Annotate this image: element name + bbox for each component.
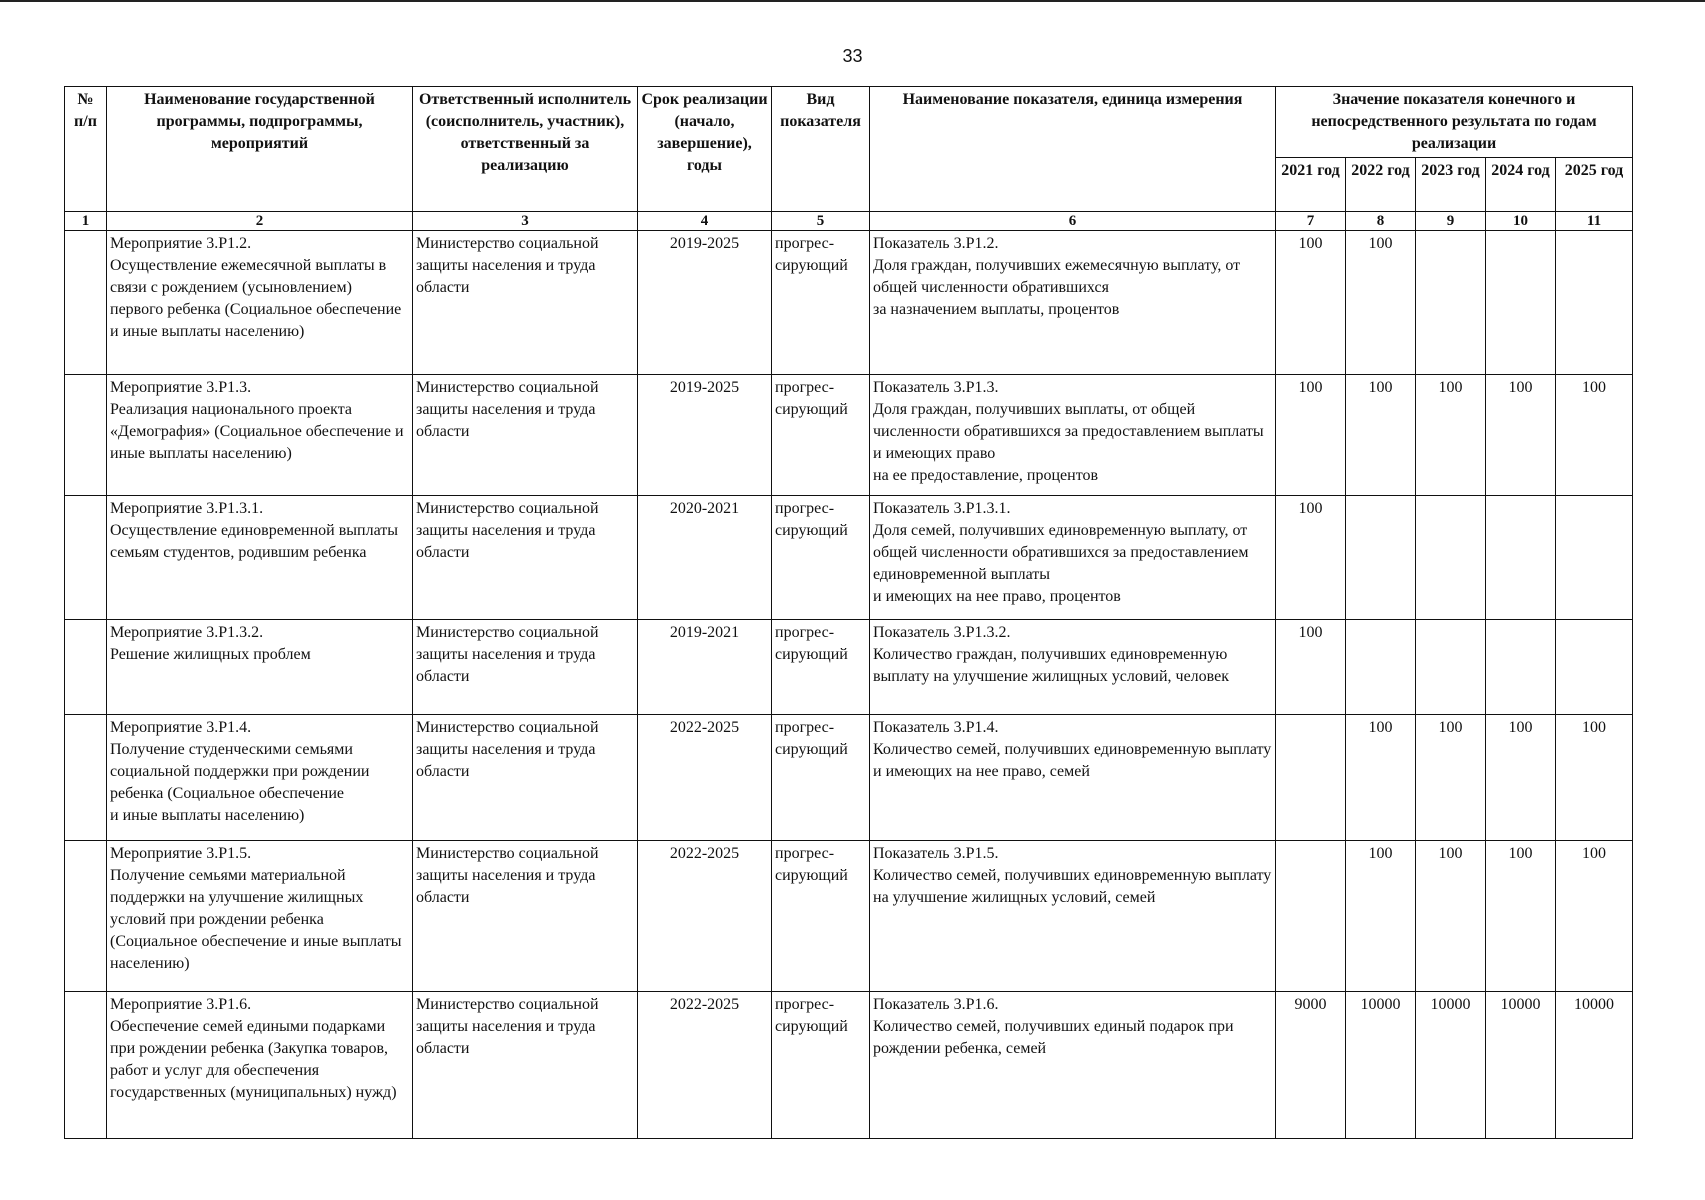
row-value-cell xyxy=(1486,231,1556,375)
row-indicator-cell: Показатель 3.Р1.3. Доля граждан, получивших выплаты, от общей численности обратившихся за предоставлением выплаты и имеющих право на ее предоставление, процентов xyxy=(870,375,1276,496)
row-term-cell: 2022-2025 xyxy=(638,992,772,1139)
row-value-cell: 100 xyxy=(1416,715,1486,841)
row-num-cell xyxy=(65,715,107,841)
row-kind-cell: прогрес- сирующий xyxy=(772,841,870,992)
header-year: 2021 год xyxy=(1276,158,1346,212)
header-year: 2022 год xyxy=(1346,158,1416,212)
header-year: 2024 год xyxy=(1486,158,1556,212)
row-indicator-cell: Показатель 3.Р1.3.2. Количество граждан, получивших единовременную выплату на улучшение жилищных условий, человек xyxy=(870,620,1276,715)
header-name: Наименование государственной программы, подпрограммы, мероприятий xyxy=(107,87,413,212)
table-row xyxy=(65,620,1633,715)
row-value-cell: 10000 xyxy=(1416,992,1486,1139)
row-value-cell: 100 xyxy=(1276,620,1346,715)
row-indicator-cell: Показатель 3.Р1.2. Доля граждан, получивших ежемесячную выплату, от общей численности обратившихся за назначением выплаты, процентов xyxy=(870,231,1276,375)
row-num-cell xyxy=(65,992,107,1139)
row-value-cell: 100 xyxy=(1346,715,1416,841)
row-value-cell xyxy=(1276,841,1346,992)
row-kind-cell: прогрес- сирующий xyxy=(772,375,870,496)
table-row xyxy=(65,375,1633,496)
row-num-cell xyxy=(65,841,107,992)
row-value-cell xyxy=(1276,715,1346,841)
row-num-cell xyxy=(65,375,107,496)
header-year: 2023 год xyxy=(1416,158,1486,212)
row-indicator-cell: Показатель 3.Р1.4. Количество семей, получивших единовременную выплату и имеющих на нее право, семей xyxy=(870,715,1276,841)
row-value-cell xyxy=(1346,496,1416,620)
row-indicator-cell: Показатель 3.Р1.5. Количество семей, получивших единовременную выплату на улучшение жилищных условий, семей xyxy=(870,841,1276,992)
header-indicator: Наименование показателя, единица измерения xyxy=(870,87,1276,212)
row-value-cell: 100 xyxy=(1416,375,1486,496)
indicator-table xyxy=(64,86,1633,1139)
column-number-row xyxy=(65,212,1633,231)
row-executor-cell: Министерство социальной защиты населения и труда области xyxy=(413,841,638,992)
row-executor-cell: Министерство социальной защиты населения и труда области xyxy=(413,992,638,1139)
row-num-cell xyxy=(65,496,107,620)
header-num: № п/п xyxy=(65,87,107,212)
row-value-cell: 100 xyxy=(1346,231,1416,375)
column-number: 2 xyxy=(107,212,413,231)
table-row xyxy=(65,992,1633,1139)
row-kind-cell: прогрес- сирующий xyxy=(772,992,870,1139)
column-number: 1 xyxy=(65,212,107,231)
row-value-cell xyxy=(1556,231,1633,375)
row-term-cell: 2020-2021 xyxy=(638,496,772,620)
row-value-cell: 100 xyxy=(1416,841,1486,992)
row-executor-cell: Министерство социальной защиты населения и труда области xyxy=(413,620,638,715)
row-kind-cell: прогрес- сирующий xyxy=(772,496,870,620)
row-value-cell xyxy=(1416,231,1486,375)
header-year: 2025 год xyxy=(1556,158,1633,212)
row-value-cell: 100 xyxy=(1346,375,1416,496)
header-executor: Ответственный исполнитель (соисполнитель, участник), ответственный за реализацию xyxy=(413,87,638,212)
table-row xyxy=(65,231,1633,375)
row-value-cell xyxy=(1556,496,1633,620)
row-value-cell: 100 xyxy=(1486,715,1556,841)
row-num-cell xyxy=(65,231,107,375)
row-kind-cell: прогрес- сирующий xyxy=(772,231,870,375)
row-value-cell xyxy=(1486,496,1556,620)
row-term-cell: 2019-2025 xyxy=(638,375,772,496)
row-value-cell: 100 xyxy=(1486,375,1556,496)
row-value-cell: 10000 xyxy=(1556,992,1633,1139)
row-value-cell: 100 xyxy=(1276,231,1346,375)
row-value-cell: 100 xyxy=(1556,375,1633,496)
row-term-cell: 2019-2025 xyxy=(638,231,772,375)
column-number: 10 xyxy=(1486,212,1556,231)
row-value-cell: 10000 xyxy=(1486,992,1556,1139)
row-value-cell: 100 xyxy=(1346,841,1416,992)
page-number: 33 xyxy=(842,46,863,66)
row-term-cell: 2022-2025 xyxy=(638,841,772,992)
row-value-cell: 100 xyxy=(1556,841,1633,992)
header-values-group: Значение показателя конечного и непосредственного результата по годам реализации xyxy=(1276,87,1633,158)
header-kind: Вид показателя xyxy=(772,87,870,212)
row-term-cell: 2022-2025 xyxy=(638,715,772,841)
table-row xyxy=(65,841,1633,992)
column-number: 9 xyxy=(1416,212,1486,231)
row-term-cell: 2019-2021 xyxy=(638,620,772,715)
header-term: Срок реализации (начало, завершение), годы xyxy=(638,87,772,212)
row-executor-cell: Министерство социальной защиты населения и труда области xyxy=(413,231,638,375)
row-name-cell: Мероприятие 3.Р1.4. Получение студенческими семьями социальной поддержки при рождении ребенка (Социальное обеспечение и иные выплаты населению) xyxy=(107,715,413,841)
column-number: 8 xyxy=(1346,212,1416,231)
row-name-cell: Мероприятие 3.Р1.3.2. Решение жилищных проблем xyxy=(107,620,413,715)
top-edge-line xyxy=(0,0,1705,5)
row-executor-cell: Министерство социальной защиты населения и труда области xyxy=(413,375,638,496)
row-value-cell: 100 xyxy=(1556,715,1633,841)
column-number: 4 xyxy=(638,212,772,231)
row-indicator-cell: Показатель 3.Р1.3.1. Доля семей, получивших единовременную выплату, от общей численности обратившихся за предоставлением единовременной выплаты и имеющих на нее право, процентов xyxy=(870,496,1276,620)
row-value-cell: 100 xyxy=(1486,841,1556,992)
row-name-cell: Мероприятие 3.Р1.2. Осуществление ежемесячной выплаты в связи с рождением (усыновлением) первого ребенка (Социальное обеспечение и иные выплаты населению) xyxy=(107,231,413,375)
row-kind-cell: прогрес- сирующий xyxy=(772,715,870,841)
column-number: 3 xyxy=(413,212,638,231)
table-row xyxy=(65,715,1633,841)
row-value-cell xyxy=(1416,496,1486,620)
row-value-cell: 9000 xyxy=(1276,992,1346,1139)
row-value-cell xyxy=(1346,620,1416,715)
row-value-cell xyxy=(1486,620,1556,715)
row-num-cell xyxy=(65,620,107,715)
column-number: 5 xyxy=(772,212,870,231)
row-executor-cell: Министерство социальной защиты населения и труда области xyxy=(413,715,638,841)
row-name-cell: Мероприятие 3.Р1.3.1. Осуществление единовременной выплаты семьям студентов, родившим ребенка xyxy=(107,496,413,620)
column-number: 7 xyxy=(1276,212,1346,231)
row-value-cell: 100 xyxy=(1276,375,1346,496)
row-value-cell xyxy=(1556,620,1633,715)
row-name-cell: Мероприятие 3.Р1.6. Обеспечение семей едиными подарками при рождении ребенка (Закупка товаров, работ и услуг для обеспечения государственных (муниципальных) нужд) xyxy=(107,992,413,1139)
row-value-cell: 10000 xyxy=(1346,992,1416,1139)
column-number: 11 xyxy=(1556,212,1633,231)
row-executor-cell: Министерство социальной защиты населения и труда области xyxy=(413,496,638,620)
table-row xyxy=(65,496,1633,620)
row-value-cell: 100 xyxy=(1276,496,1346,620)
row-indicator-cell: Показатель 3.Р1.6. Количество семей, получивших единый подарок при рождении ребенка, семей xyxy=(870,992,1276,1139)
column-number: 6 xyxy=(870,212,1276,231)
row-kind-cell: прогрес- сирующий xyxy=(772,620,870,715)
row-value-cell xyxy=(1416,620,1486,715)
row-name-cell: Мероприятие 3.Р1.5. Получение семьями материальной поддержки на улучшение жилищных условий при рождении ребенка (Социальное обеспечение и иные выплаты населению) xyxy=(107,841,413,992)
row-name-cell: Мероприятие 3.Р1.3. Реализация национального проекта «Демография» (Социальное обеспечение и иные выплаты населению) xyxy=(107,375,413,496)
